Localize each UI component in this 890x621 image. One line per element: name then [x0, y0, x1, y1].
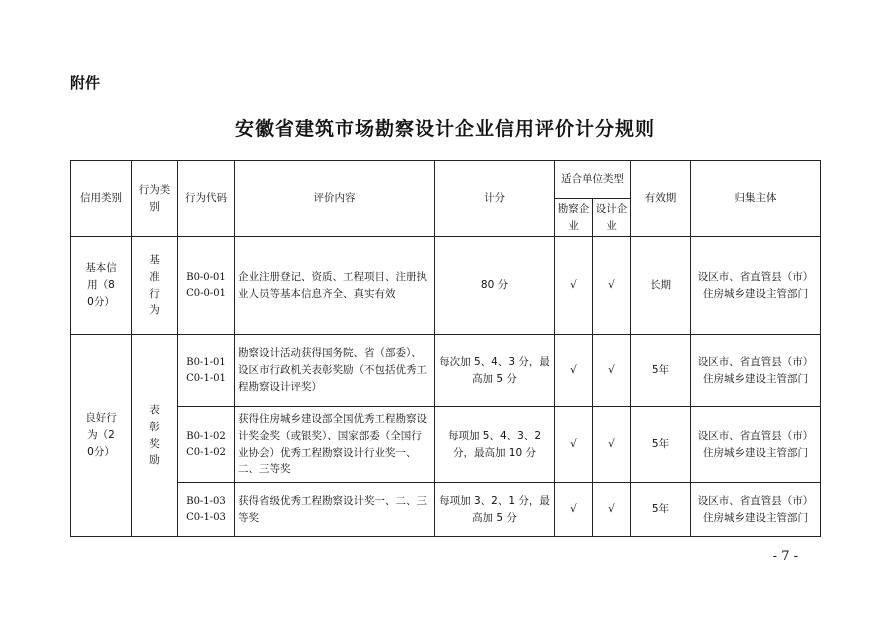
- attachment-label: 附件: [70, 74, 101, 92]
- header-survey: 勘察企业: [555, 199, 593, 237]
- table-row: [71, 483, 821, 537]
- validity-cell: 5年: [631, 483, 691, 537]
- code-b: B0-1-02: [186, 430, 226, 442]
- owner-cell: 设区市、省直管县（市）住房城乡建设主管部门: [691, 407, 821, 483]
- header-owner: 归集主体: [691, 161, 821, 237]
- behavior-code-cell: [178, 483, 235, 537]
- header-behavior-code: 行为代码: [178, 161, 235, 237]
- credit-category-cell: 基本信用（80分）: [71, 237, 132, 335]
- header-validity: 有效期: [631, 161, 691, 237]
- content-cell: 获得省级优秀工程勘察设计奖一、二、三等奖: [235, 483, 435, 537]
- code-c: C0-1-03: [186, 511, 226, 523]
- credit-score-table: [70, 160, 821, 537]
- owner-cell: 设区市、省直管县（市）住房城乡建设主管部门: [691, 483, 821, 537]
- code-b: B0-0-01: [186, 271, 226, 283]
- header-score: 计分: [435, 161, 555, 237]
- header-content: 评价内容: [235, 161, 435, 237]
- owner-cell: 设区市、省直管县（市）住房城乡建设主管部门: [691, 237, 821, 335]
- behavior-category-cell: 基准行为: [132, 237, 178, 335]
- content-cell: 勘察设计活动获得国务院、省（部委）、设区市行政机关表彰奖励（不包括优秀工程勘察设计评奖）: [235, 335, 435, 407]
- header-behavior-category: 行为类别: [132, 161, 178, 237]
- header-credit-category: 信用类别: [71, 161, 132, 237]
- behavior-code-cell: [178, 335, 235, 407]
- design-check: √: [593, 483, 631, 537]
- content-cell: 企业注册登记、资质、工程项目、注册执业人员等基本信息齐全、真实有效: [235, 237, 435, 335]
- score-cell: 每项加 3、2、1 分，最高加 5 分: [435, 483, 555, 537]
- behavior-code-cell: [178, 237, 235, 335]
- validity-cell: 5年: [631, 335, 691, 407]
- content-cell: 获得住房城乡建设部全国优秀工程勘察设计奖金奖（或银奖）、国家部委（全国行业协会）优秀工程勘察设计行业奖一、二、三等奖: [235, 407, 435, 483]
- score-cell: 80 分: [435, 237, 555, 335]
- design-check: √: [593, 335, 631, 407]
- table-row: [71, 237, 821, 335]
- design-check: √: [593, 237, 631, 335]
- header-design: 设计企业: [593, 199, 631, 237]
- validity-cell: 5年: [631, 407, 691, 483]
- owner-cell: 设区市、省直管县（市）住房城乡建设主管部门: [691, 335, 821, 407]
- code-c: C0-0-01: [186, 287, 226, 299]
- score-cell: 每项加 5、4、3、2 分，最高加 10 分: [435, 407, 555, 483]
- survey-check: √: [555, 407, 593, 483]
- survey-check: √: [555, 237, 593, 335]
- score-cell: 每次加 5、4、3 分，最高加 5 分: [435, 335, 555, 407]
- document-title: 安徽省建筑市场勘察设计企业信用评价计分规则: [234, 118, 655, 140]
- code-c: C0-1-01: [186, 372, 226, 384]
- header-applicable: 适合单位类型: [555, 161, 631, 199]
- credit-category-cell: 良好行为（20分）: [71, 335, 132, 537]
- behavior-category-cell: 表彰奖励: [132, 335, 178, 537]
- code-c: C0-1-02: [186, 446, 226, 458]
- table-header-row: [71, 161, 821, 199]
- code-b: B0-1-01: [186, 356, 226, 368]
- design-check: √: [593, 407, 631, 483]
- survey-check: √: [555, 483, 593, 537]
- table-row: [71, 335, 821, 407]
- validity-cell: 长期: [631, 237, 691, 335]
- survey-check: √: [555, 335, 593, 407]
- page-number: - 7 -: [772, 549, 798, 564]
- table-row: [71, 407, 821, 483]
- code-b: B0-1-03: [186, 495, 226, 507]
- behavior-code-cell: [178, 407, 235, 483]
